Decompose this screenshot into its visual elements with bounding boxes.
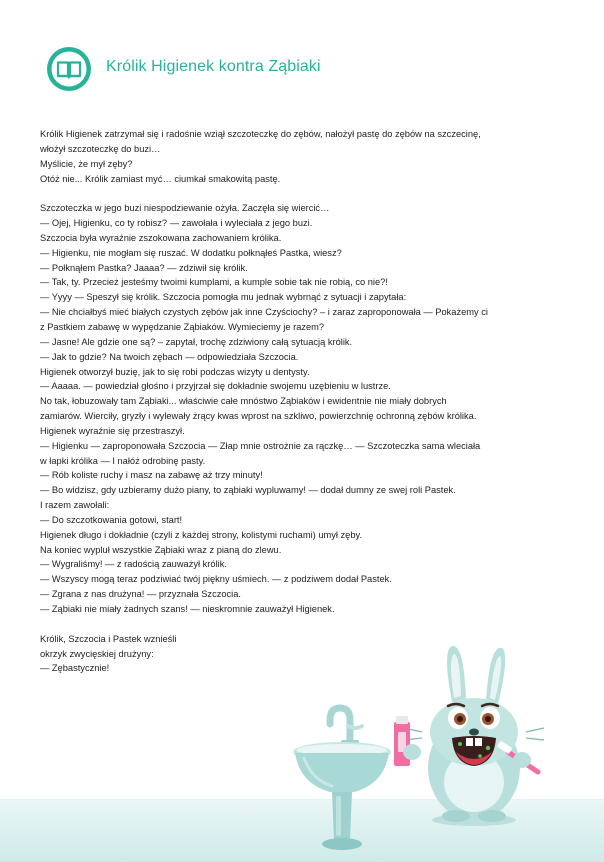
paragraph-gap xyxy=(40,186,560,201)
story-line: No tak, łobuzowały tam Ząbiaki... właściwie całe mnóstwo Ząbiaków i ewidentnie nie miały dobrych xyxy=(40,396,447,407)
story-line: — Ojej, Higienku, co ty robisz? — zawołała i wyleciała z jego buzi. xyxy=(40,218,313,229)
story-line: — Zgrana z nas drużyna! — przyznała Szczocia. xyxy=(40,589,241,600)
story-line: Higienek otworzył buzię, jak to się robi podczas wizyty u dentysty. xyxy=(40,366,310,377)
story-line: okrzyk zwycięskiej drużyny: xyxy=(40,648,154,659)
story-line: — Nie chciałbyś mieć białych czystych zębów jak inne Czyściochy? – i zaraz zaproponowała — Pokażemy ci xyxy=(40,307,488,318)
paragraph-gap xyxy=(40,617,560,632)
story-line: Na koniec wypluł wszystkie Ząbiaki wraz z pianą do zlewu. xyxy=(40,544,282,555)
story-line: w łapki królika — I nałóż odrobinę pasty. xyxy=(40,455,206,466)
story-line: — Bo widzisz, gdy uzbieramy dużo piany, to ząbiaki wypluwamy! — dodał dumny ze swej roli Pastek. xyxy=(40,485,456,496)
open-book-icon xyxy=(46,46,92,92)
story-line: Królik Higienek zatrzymał się i radośnie wziął szczoteczkę do zębów, nałożył pastę do zębów na szczecinę, xyxy=(40,129,481,139)
story-line: — Yyyy — Speszył się królik. Szczocia pomogła mu jednak wybrnąć z sytuacji i zapytała: xyxy=(40,292,407,303)
story-line: — Jasne! Ale gdzie one są? – zapytał, trochę zdziwiony całą sytuacją królik. xyxy=(40,336,353,347)
story-line: Otóż nie... Królik zamiast myć… ciumkał smakowitą pastę. xyxy=(40,173,281,184)
sink-illustration xyxy=(292,700,396,855)
story-line: — Higienku, nie mogłam się ruszać. W dodatku połknąłeś Pastka, wiesz? xyxy=(40,247,342,258)
story-line: Królik, Szczocia i Pastek wznieśli xyxy=(40,633,177,644)
story-line: Szczoteczka w jego buzi niespodziewanie ożyła. Zaczęła się wiercić… xyxy=(40,203,330,214)
story-line: — Jak to gdzie? Na twoich zębach — odpowiedziała Szczocia. xyxy=(40,351,299,362)
story-line: — Wygraliśmy! — z radością zauważył królik. xyxy=(40,559,227,570)
story-line: — Zębastycznie! xyxy=(40,663,110,674)
story-line: Szczocia była wyraźnie zszokowana zachowaniem królika. xyxy=(40,232,282,243)
story-line: zamiarów. Wierciły, gryzły i wylewały żrący kwas wprost na szkliwo, powierzchnię ochronną zębów królika. xyxy=(40,411,477,422)
bunny-illustration xyxy=(390,640,550,830)
story-line: — Higienku — zaproponowała Szczocia — Złap mnie ostrożnie za rączkę… — Szczoteczka sama wleciała xyxy=(40,440,481,451)
story-line: Myślicie, że mył zęby? xyxy=(40,158,133,169)
story-line: — Wszyscy mogą teraz podziwiać twój piękny uśmiech. — z podziwem dodał Pastek. xyxy=(40,574,392,585)
story-line: — Do szczotkowania gotowi, start! xyxy=(40,514,183,525)
story-line: Higienek wyraźnie się przestraszył. xyxy=(40,425,185,436)
story-line: z Pastkiem zabawę w wypędzanie Ząbiaków. Wymieciemy je razem? xyxy=(40,321,325,332)
story-text xyxy=(40,127,560,676)
story-line: Higienek długo i dokładnie (czyli z każdej strony, kolistymi ruchami) umył zęby. xyxy=(40,529,363,540)
story-line: — Połknąłem Pastka? Jaaaa? — zdziwił się królik. xyxy=(40,262,248,273)
story-title: Królik Higienek kontra Ząbiaki xyxy=(106,58,321,75)
story-line: — Aaaaa. — powiedział głośno i przyjrzał się dokładnie swojemu uzębieniu w lustrze. xyxy=(40,381,391,392)
story-line: — Rób koliste ruchy i masz na zabawę aż trzy minuty! xyxy=(40,470,263,481)
story-line: włożył szczoteczkę do buzi… xyxy=(40,143,161,154)
story-line: — Tak, ty. Przecież jesteśmy twoimi kumplami, a kumple sobie tak nie robią, co nie?! xyxy=(40,277,388,288)
story-line: I razem zawołali: xyxy=(40,500,110,511)
story-line: — Ząbiaki nie miały żadnych szans! — nieskromnie zauważył Higienek. xyxy=(40,604,335,614)
